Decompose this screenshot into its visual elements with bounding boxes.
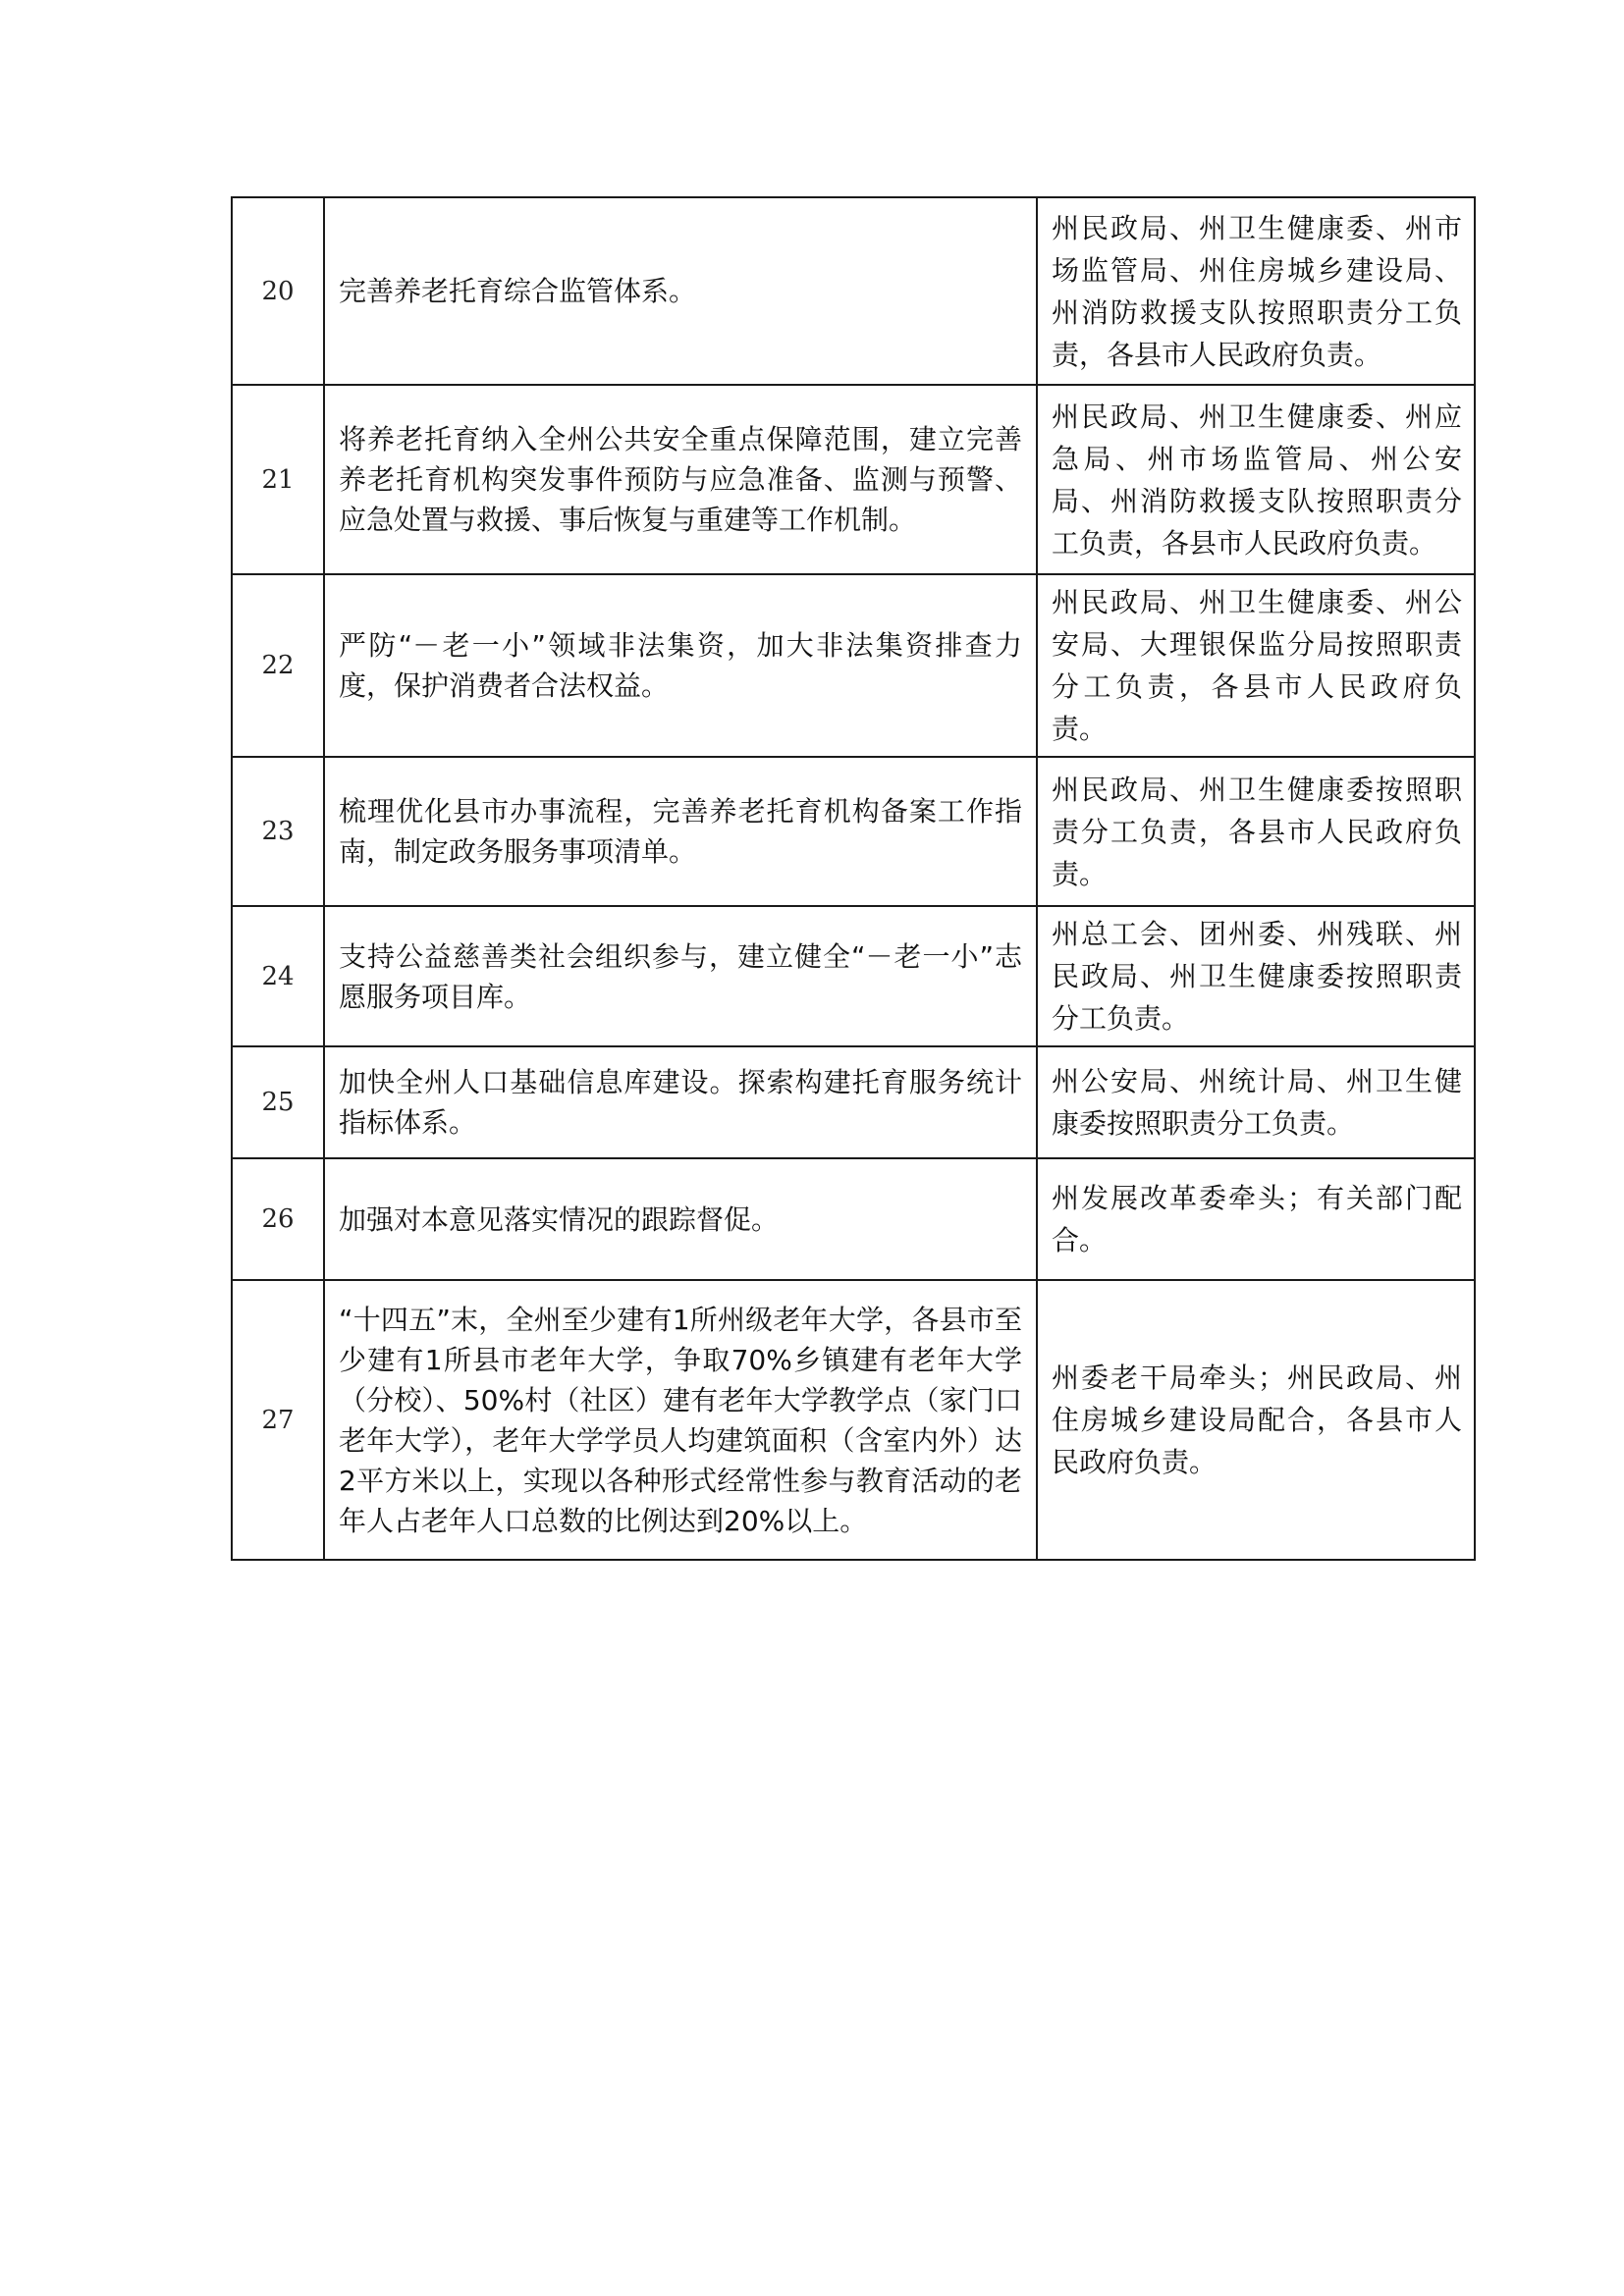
table-row	[232, 1280, 1475, 1560]
table-row	[232, 1046, 1475, 1158]
task-text: 支持公益慈善类社会组织参与，建立健全“－老一小”志愿服务项目库。	[339, 939, 1022, 1013]
table-row	[232, 1158, 1475, 1280]
department-cell	[1037, 1280, 1475, 1560]
row-number-cell	[232, 385, 324, 574]
table-row	[232, 574, 1475, 757]
department-text: 州公安局、州统计局、州卫生健康委按照职责分工负责。	[1052, 1065, 1462, 1140]
department-text: 州委老干局牵头；州民政局、州住房城乡建设局配合，各县市人民政府负责。	[1052, 1362, 1462, 1478]
task-text: 加强对本意见落实情况的跟踪督促。	[339, 1202, 780, 1236]
task-cell	[324, 757, 1037, 906]
department-cell	[1037, 385, 1475, 574]
department-text: 州发展改革委牵头；有关部门配合。	[1052, 1182, 1462, 1256]
row-number: 23	[261, 817, 295, 846]
department-cell	[1037, 1158, 1475, 1280]
row-number-cell	[232, 1158, 324, 1280]
task-text: 梳理优化县市办事流程，完善养老托育机构备案工作指南，制定政务服务事项清单。	[339, 795, 1022, 868]
task-cell	[324, 1280, 1037, 1560]
row-number: 27	[261, 1405, 295, 1435]
department-text: 州民政局、州卫生健康委、州市场监管局、州住房城乡建设局、州消防救援支队按照职责分工负责，各县市人民政府负责。	[1052, 211, 1462, 371]
department-text: 州民政局、州卫生健康委、州公安局、大理银保监分局按照职责分工负责，各县市人民政府负责。	[1052, 586, 1462, 745]
row-number-cell	[232, 757, 324, 906]
task-table	[231, 196, 1476, 1561]
row-number: 20	[261, 276, 295, 306]
row-number-cell	[232, 906, 324, 1046]
row-number-cell	[232, 1046, 324, 1158]
row-number-cell	[232, 197, 324, 385]
department-cell	[1037, 757, 1475, 906]
row-number-cell	[232, 574, 324, 757]
table-row	[232, 197, 1475, 385]
row-number: 22	[261, 651, 295, 680]
row-number: 21	[261, 464, 295, 495]
table-row	[232, 757, 1475, 906]
row-number: 25	[261, 1088, 295, 1117]
table-row	[232, 385, 1475, 574]
task-cell	[324, 197, 1037, 385]
task-cell	[324, 906, 1037, 1046]
task-text: 完善养老托育综合监管体系。	[339, 275, 697, 307]
department-text: 州民政局、州卫生健康委按照职责分工负责，各县市人民政府负责。	[1052, 773, 1462, 890]
task-text: “十四五”末，全州至少建有1所州级老年大学，各县市至少建有1所县市老年大学，争取70%乡镇建有老年大学（分校）、50%村（社区）建有老年大学教学点（家门口老年大学），老年大学学员人均建筑面积（含室内外）达2平方米以上，实现以各种形式经常性参与教育活动的老年人占老年人口总数的比例达到20%以上。	[339, 1303, 1022, 1537]
task-cell	[324, 1046, 1037, 1158]
department-cell	[1037, 1046, 1475, 1158]
task-text: 加快全州人口基础信息库建设。探索构建托育服务统计指标体系。	[339, 1066, 1022, 1139]
department-cell	[1037, 906, 1475, 1046]
table-row	[232, 906, 1475, 1046]
task-cell	[324, 1158, 1037, 1280]
task-cell	[324, 385, 1037, 574]
department-cell	[1037, 574, 1475, 757]
row-number: 26	[261, 1204, 295, 1234]
department-text: 州总工会、团州委、州残联、州民政局、州卫生健康委按照职责分工负责。	[1052, 918, 1462, 1035]
row-number-cell	[232, 1280, 324, 1560]
task-text: 将养老托育纳入全州公共安全重点保障范围，建立完善养老托育机构突发事件预防与应急准备、监测与预警、应急处置与救援、事后恢复与重建等工作机制。	[339, 423, 1022, 536]
task-text: 严防“－老一小”领域非法集资，加大非法集资排查力度，保护消费者合法权益。	[339, 629, 1022, 702]
task-cell	[324, 574, 1037, 757]
department-cell	[1037, 197, 1475, 385]
department-text: 州民政局、州卫生健康委、州应急局、州市场监管局、州公安局、州消防救援支队按照职责分工负责，各县市人民政府负责。	[1052, 400, 1462, 560]
row-number: 24	[261, 961, 295, 991]
